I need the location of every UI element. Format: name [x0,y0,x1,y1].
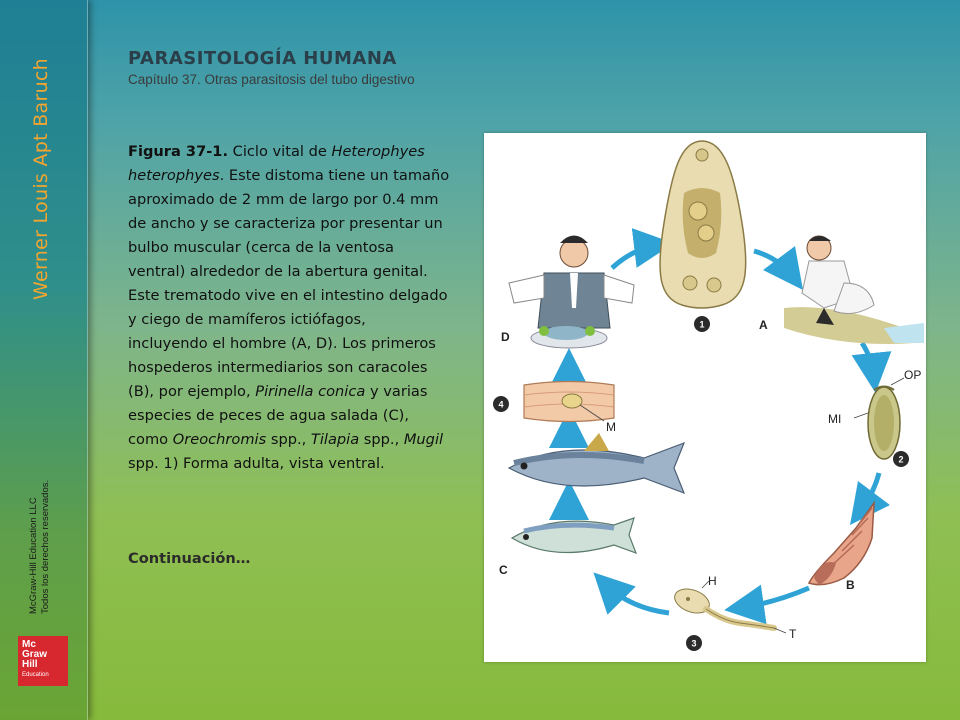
step-number-2: 2 [898,454,904,465]
page-title: PARASITOLOGÍA HUMANA [128,48,397,69]
caption-text-1: Ciclo vital de [228,143,332,160]
arrow-a-to-2 [862,343,874,378]
caption-text-5: spp., [359,431,404,448]
caption-text-3: y varias especies de peces de agua salada (C), como [128,383,428,448]
caption-fish-1: Oreochromis [172,431,267,448]
label-mi: MI [828,412,842,426]
arrow-2-to-b [859,473,879,513]
arrow-3-to-c [604,583,669,613]
fish-c [512,518,636,553]
caption-text-6: spp. 1) Forma adulta, vista ventral. [128,455,385,472]
label-m: M [606,420,616,434]
label-b: B [846,578,855,592]
label-op: OP [904,368,922,382]
caption-text-4: spp., [266,431,311,448]
label-h: H [708,574,717,588]
step-number-1: 1 [699,319,705,330]
egg [854,378,904,459]
caption-fish-3: Mugil [403,431,444,448]
adult-worm [660,141,746,308]
cercaria [671,581,786,633]
arrow-1-to-a [754,251,794,278]
caption-snail-species: Pirinella conica [255,383,366,400]
label-c: C [499,563,508,577]
life-cycle-diagram [484,133,926,662]
step-number-3: 3 [691,638,697,649]
figure-caption [128,140,450,476]
arrow-d-to-1 [612,245,659,268]
figure-label: Figura 37-1. [128,143,228,160]
man-eating-fish [509,236,634,349]
copyright-line-2: Todos los derechos reservados. [40,479,51,614]
snail [809,503,874,585]
label-d: D [501,330,510,344]
copyright-line-1: McGraw-Hill Education LLC [28,497,39,614]
logo-line-2: Graw [22,649,48,660]
caption-text-2: . Este distoma tiene un tamaño aproximado de 2 mm de largo por 0.4 mm de ancho y se caracteriza por presentar un bulbo muscular (cerca de la ventosa ventral) alrededor de la abertura genital. Este trematodo vive en el intestino delgado y ciego de mamíferos ictiófagos, incluyendo el hombre (A, D). Los primeros hospederos intermediarios son caracoles (B), por ejemplo, [128,167,450,400]
page-subtitle: Capítulo 37. Otras parasitosis del tubo digestivo [128,72,415,87]
label-a: A [759,318,768,332]
caption-fish-2: Tilapia [310,431,360,448]
author-name: Werner Louis Apt Baruch [30,57,52,300]
crouching-man [784,236,924,344]
label-t: T [789,627,797,641]
caption-species: Heterophyes heterophyes [128,143,425,184]
arrow-b-to-3 [739,588,809,608]
logo-line-4: Education [22,672,49,678]
fish-upper [509,433,684,493]
logo-line-1: Mc [22,639,36,650]
muscle-metacercaria [524,382,614,422]
continuation-text: Continuación… [128,550,251,567]
sidebar [0,0,88,720]
mcgraw-hill-logo [18,636,68,686]
logo-line-3: Hill [22,659,38,670]
life-cycle-figure [484,133,926,662]
step-number-4: 4 [498,399,504,410]
